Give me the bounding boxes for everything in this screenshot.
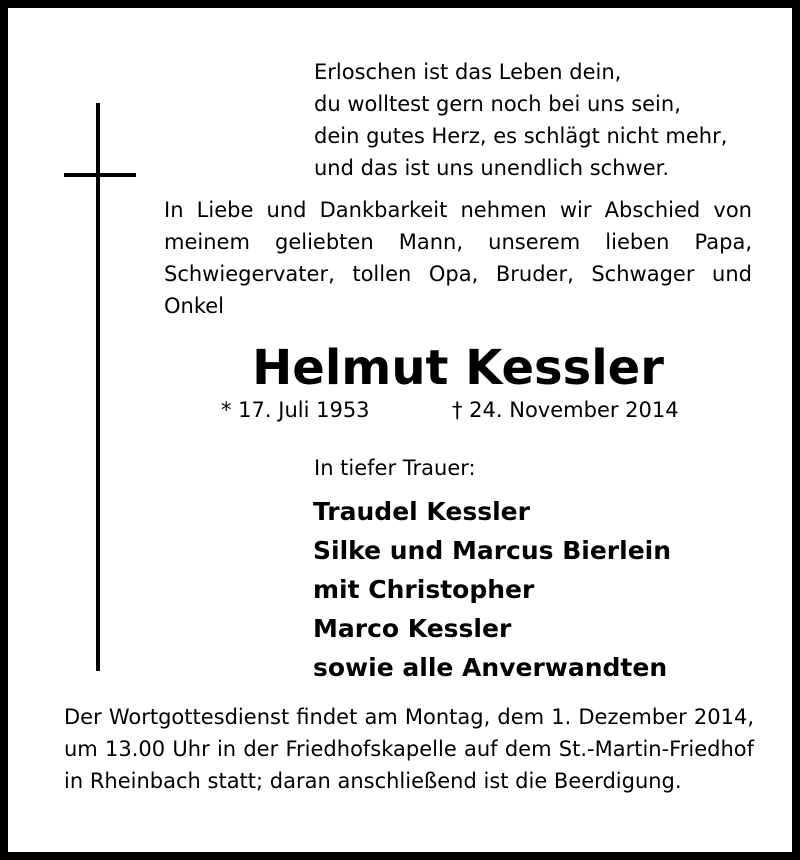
cross-icon-bar: [64, 173, 136, 177]
poem-line: du wolltest gern noch bei uns sein,: [314, 92, 681, 116]
deceased-name: Helmut Kessler: [252, 340, 664, 396]
poem-line: Erloschen ist das Leben dein,: [314, 60, 622, 84]
family-member: Marco Kessler: [313, 614, 512, 643]
intro-text: In Liebe und Dankbarkeit nehmen wir Abschied von meinem geliebten Mann, unserem lieben Papa, Schwiegervater, tollen Opa, Bruder, Schwager und Onkel: [164, 198, 752, 318]
mourning-label: In tiefer Trauer:: [314, 456, 476, 480]
poem-line: und das ist uns unendlich schwer.: [314, 156, 670, 180]
family-member: Traudel Kessler: [313, 497, 530, 526]
family-member: sowie alle Anverwandten: [313, 653, 668, 682]
family-member: Silke und Marcus Bierlein: [313, 536, 672, 565]
birth-date: * 17. Juli 1953: [221, 398, 370, 422]
poem-line: dein gutes Herz, es schlägt nicht mehr,: [314, 124, 728, 148]
service-info: Der Wortgottesdienst findet am Montag, dem 1. Dezember 2014, um 13.00 Uhr in der Friedhofskapelle auf dem St.-Martin-Friedhof in Rheinbach statt; daran anschließend ist die Beerdigung.: [64, 705, 754, 793]
death-date: † 24. November 2014: [452, 398, 679, 422]
poem: [314, 56, 784, 184]
family-list: [313, 492, 671, 687]
family-member: mit Christopher: [313, 575, 535, 604]
